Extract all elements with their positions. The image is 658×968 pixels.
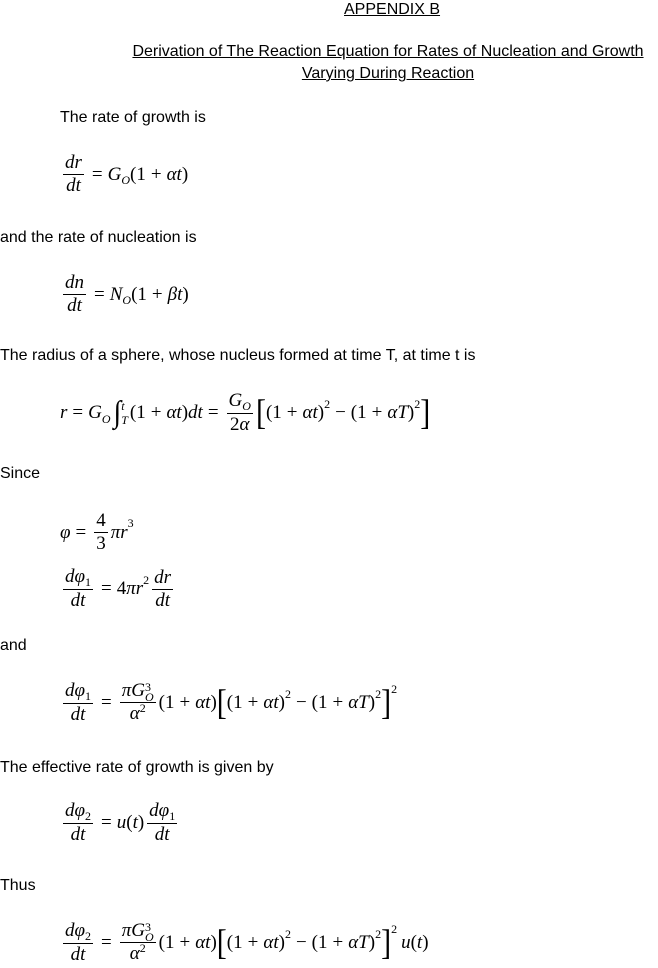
effective-intro: The effective rate of growth is given by [0,759,274,776]
fraction-go-2alpha: $\frac{G_O}{2\alpha}$ [228,390,251,435]
fraction-dphi1-dt-2: $\frac{d\varphi_1}{dt}$ [65,680,92,725]
thus-label: Thus [0,877,36,894]
fraction-pi-go3-alpha2: πG 3 O $\alpha^2$ [121,679,154,724]
fraction-dphi1-dt: $\frac{d\varphi_1}{dt}$ [65,566,92,611]
appendix-label-text: APPENDIX B [344,1,441,18]
fraction-dr-dt: $\frac{dr}{dt}$ [65,152,82,196]
equation-nucleation-rate: $\frac{dn}{dt}$ = N O (1 + βt) [65,272,189,316]
title-line-2: Varying During Reaction [301,65,475,82]
fraction-dn-dt: $\frac{dn}{dt}$ [65,272,84,316]
nucleation-intro: and the rate of nucleation is [0,229,197,246]
since-label: Since [0,465,41,482]
equation-phi2-rate: $\frac{d\varphi_2}{dt}$ = πG 3 O $\alpha^2$ (1 + αt) [ (1 + αt) 2 − (1 + αT) 2 ] 2 u(t) [65,919,429,965]
and-label: and [0,637,27,654]
equation-phi1-rate: $\frac{d\varphi_1}{dt}$ = πG 3 O $\alpha^2$ (1 + αt) [ (1 + αt) 2 − (1 + αT) 2 ] 2 [65,679,398,725]
equation-radius: r = G O ∫ t T (1 + αt)dt = $\frac{G_O}{2\alpha}$ [ (1 + αt) 2 − (1 + αT) 2 ] [60,390,431,435]
fraction-dphi1-dt-3: $\frac{d\varphi_1}{dt}$ [149,800,176,845]
equation-effective-rate: $\frac{d\varphi_2}{dt}$ = u(t) $\frac{d\varphi_1}{dt}$ [65,800,176,845]
fraction-dphi2-dt: $\frac{d\varphi_2}{dt}$ [65,800,92,845]
radius-intro: The radius of a sphere, whose nucleus formed at time T, at time t is [0,347,476,364]
fraction-pi-go3-alpha2-2: πG 3 O $\alpha^2$ [121,919,154,964]
fraction-four-thirds: $\frac{4}{3}$ [96,510,106,554]
fraction-dr-dt-2: $\frac{dr}{dt}$ [154,566,172,611]
equation-volume-rate: $\frac{d\varphi_1}{dt}$ = 4πr 2 $\frac{dr}{dt}$ [65,566,172,611]
growth-intro: The rate of growth is [60,109,206,126]
fraction-dphi2-dt-2: $\frac{d\varphi_2}{dt}$ [65,920,92,965]
title-line-1: Derivation of The Reaction Equation for Rates of Nucleation and Growth [132,43,644,60]
equation-volume: φ = $\frac{4}{3}$ πr 3 [60,510,134,554]
equation-growth-rate: $\frac{dr}{dt}$ = G O (1 + αt) [65,152,189,196]
